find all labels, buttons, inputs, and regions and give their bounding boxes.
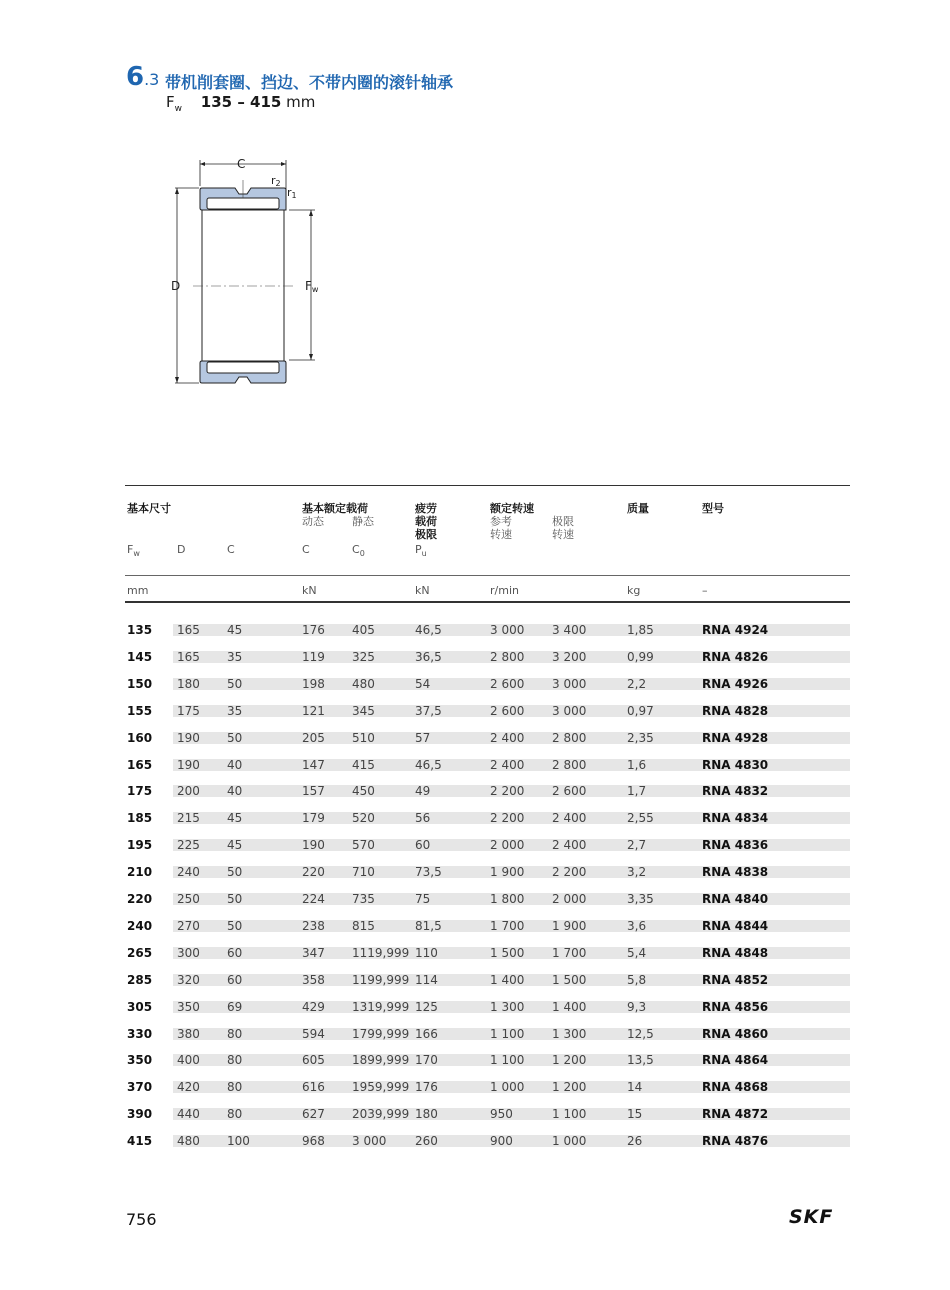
cell-fw: 305 — [127, 999, 153, 1014]
table-row — [125, 616, 850, 643]
cell-limiting-speed: 3 000 — [552, 676, 587, 691]
cell-c-dynamic: 198 — [302, 676, 325, 691]
cell-c: 80 — [227, 1053, 243, 1068]
table-row — [125, 751, 850, 778]
cell-c-dynamic: 205 — [302, 730, 325, 745]
cell-fw: 350 — [127, 1053, 153, 1068]
hdr-sym-cdyn: C — [302, 543, 310, 556]
hdr-sym-c: C — [227, 543, 235, 556]
cell-reference-speed: 2 400 — [490, 730, 525, 745]
cell-limiting-speed: 1 300 — [552, 1026, 587, 1041]
cell-d: 250 — [177, 892, 200, 906]
cell-c-dynamic: 157 — [302, 784, 325, 799]
cell-fw: 175 — [127, 784, 153, 799]
cell-reference-speed: 2 000 — [490, 838, 525, 853]
cell-c0-static: 345 — [352, 703, 375, 718]
table-row — [125, 912, 850, 939]
cell-pu: 46,5 — [415, 757, 442, 772]
cell-mass: 0,97 — [627, 703, 654, 718]
cell-designation: RNA 4864 — [702, 1053, 769, 1068]
cell-fw: 220 — [127, 892, 153, 906]
svg-text:Fw: Fw — [305, 279, 319, 294]
cell-c-dynamic: 605 — [302, 1053, 325, 1068]
cell-designation: RNA 4830 — [702, 757, 769, 772]
cell-limiting-speed: 2 600 — [552, 784, 587, 799]
hdr-principal-dimensions: 基本尺寸 — [127, 502, 171, 515]
cell-c0-static: 450 — [352, 784, 375, 799]
cell-designation: RNA 4840 — [702, 892, 769, 906]
cell-pu: 56 — [415, 811, 431, 826]
cell-d: 190 — [177, 730, 200, 745]
cell-c: 50 — [227, 918, 243, 933]
cell-c0-static: 1959,999 — [352, 1080, 410, 1095]
hdr-fatigue-3: 极限 — [415, 528, 437, 541]
cell-c-dynamic: 121 — [302, 703, 325, 718]
subtitle-unit: mm — [286, 93, 316, 111]
cell-mass: 5,8 — [627, 972, 647, 987]
cell-designation: RNA 4856 — [702, 999, 769, 1014]
cell-c: 50 — [227, 865, 243, 880]
cell-pu: 49 — [415, 784, 431, 799]
hdr-reference-2: 转速 — [490, 528, 512, 541]
cell-limiting-speed: 1 200 — [552, 1053, 587, 1068]
hdr-sym-fw: $F_w$ — [127, 543, 140, 559]
cell-limiting-speed: 1 200 — [552, 1080, 587, 1095]
table-row — [125, 724, 850, 751]
cell-mass: 3,2 — [627, 865, 647, 880]
cell-pu: 166 — [415, 1026, 438, 1041]
cell-c0-static: 2039,999 — [352, 1107, 410, 1122]
cell-c-dynamic: 616 — [302, 1080, 325, 1095]
cell-c-dynamic: 179 — [302, 811, 325, 826]
table-unit-rule — [125, 601, 850, 603]
cell-d: 320 — [177, 972, 200, 987]
hdr-fatigue-1: 疲劳 — [415, 502, 437, 515]
cell-c-dynamic: 627 — [302, 1107, 325, 1122]
cell-fw: 165 — [127, 757, 153, 772]
cell-mass: 9,3 — [627, 999, 647, 1014]
table-row — [125, 1100, 850, 1127]
cell-mass: 5,4 — [627, 945, 647, 960]
cell-d: 480 — [177, 1134, 200, 1149]
page-number: 756 — [126, 1210, 157, 1229]
table-row — [125, 777, 850, 804]
cell-fw: 415 — [127, 1134, 153, 1149]
svg-text:SKF: SKF — [789, 1208, 834, 1226]
cell-d: 420 — [177, 1080, 200, 1095]
table-row — [125, 670, 850, 697]
cell-limiting-speed: 1 100 — [552, 1107, 587, 1122]
cell-designation: RNA 4826 — [702, 649, 769, 664]
cell-c0-static: 1119,999 — [352, 945, 410, 960]
cell-pu: 36,5 — [415, 649, 442, 664]
table-row — [125, 643, 850, 670]
table-row — [125, 1127, 850, 1154]
cell-c0-static: 570 — [352, 838, 375, 853]
cell-designation: RNA 4852 — [702, 972, 769, 987]
cell-pu: 81,5 — [415, 918, 442, 933]
cell-c: 100 — [227, 1134, 250, 1149]
cell-reference-speed: 1 100 — [490, 1053, 525, 1068]
cell-c0-static: 735 — [352, 892, 375, 906]
cell-mass: 2,55 — [627, 811, 654, 826]
table-row — [125, 858, 850, 885]
cell-fw: 145 — [127, 649, 153, 664]
cell-d: 440 — [177, 1107, 200, 1122]
unit-kn-load: kN — [302, 584, 317, 597]
cell-limiting-speed: 1 000 — [552, 1134, 587, 1149]
cell-pu: 176 — [415, 1080, 438, 1095]
cell-c0-static: 510 — [352, 730, 375, 745]
subtitle-range: 135 – 415 — [200, 93, 282, 111]
hdr-basic-load-ratings: 基本额定载荷 — [302, 502, 368, 515]
cell-c0-static: 3 000 — [352, 1134, 387, 1149]
cell-pu: 57 — [415, 730, 431, 745]
cell-designation: RNA 4838 — [702, 865, 769, 880]
cell-mass: 14 — [627, 1080, 643, 1095]
cell-reference-speed: 3 000 — [490, 623, 525, 637]
table-row — [125, 804, 850, 831]
cell-c: 50 — [227, 892, 243, 906]
cell-limiting-speed: 2 200 — [552, 865, 587, 880]
cell-c: 80 — [227, 1107, 243, 1122]
table-row — [125, 831, 850, 858]
cell-mass: 1,85 — [627, 623, 654, 637]
table-row — [125, 993, 850, 1020]
cell-c-dynamic: 220 — [302, 865, 325, 880]
cell-c-dynamic: 594 — [302, 1026, 325, 1041]
cell-mass: 26 — [627, 1134, 643, 1149]
cell-fw: 155 — [127, 703, 153, 718]
cell-mass: 13,5 — [627, 1053, 654, 1068]
cell-reference-speed: 1 700 — [490, 918, 525, 933]
cell-fw: 330 — [127, 1026, 153, 1041]
cell-mass: 1,6 — [627, 757, 647, 772]
cell-c: 35 — [227, 703, 243, 718]
cell-c-dynamic: 347 — [302, 945, 325, 960]
cell-reference-speed: 1 300 — [490, 999, 525, 1014]
cell-pu: 46,5 — [415, 623, 442, 637]
hdr-designation: 型号 — [702, 502, 724, 515]
cell-c: 60 — [227, 945, 243, 960]
cell-reference-speed: 1 400 — [490, 972, 525, 987]
label-d: D — [171, 279, 181, 293]
cell-d: 240 — [177, 865, 200, 880]
cell-designation: RNA 4834 — [702, 811, 769, 826]
svg-text:r2: r2 — [271, 174, 281, 188]
cell-c0-static: 1899,999 — [352, 1053, 410, 1068]
cell-mass: 2,35 — [627, 730, 654, 745]
cell-c0-static: 815 — [352, 918, 375, 933]
cell-mass: 2,7 — [627, 838, 647, 853]
table-mid-rule — [125, 575, 850, 576]
section-title: 带机削套圈、挡边、不带内圈的滚针轴承 — [165, 73, 454, 92]
cell-limiting-speed: 1 500 — [552, 972, 587, 987]
table-row — [125, 1046, 850, 1073]
section-number: 6.3 — [126, 62, 160, 92]
cell-fw: 285 — [127, 972, 153, 987]
cell-c-dynamic: 119 — [302, 649, 325, 664]
table-row — [125, 697, 850, 724]
cell-designation: RNA 4844 — [702, 918, 769, 933]
cell-reference-speed: 2 800 — [490, 649, 525, 664]
cell-mass: 15 — [627, 1107, 643, 1122]
cell-limiting-speed: 3 000 — [552, 703, 587, 718]
cell-designation: RNA 4876 — [702, 1134, 769, 1149]
cell-c: 40 — [227, 784, 243, 799]
svg-text:r1: r1 — [287, 186, 297, 200]
cell-c: 40 — [227, 757, 243, 772]
cell-d: 270 — [177, 918, 200, 933]
cell-d: 400 — [177, 1053, 200, 1068]
cell-fw: 265 — [127, 945, 153, 960]
cell-pu: 60 — [415, 838, 431, 853]
cell-c-dynamic: 176 — [302, 623, 325, 637]
cell-d: 200 — [177, 784, 200, 799]
cell-d: 165 — [177, 623, 200, 637]
cell-c-dynamic: 238 — [302, 918, 325, 933]
unit-kg: kg — [627, 584, 641, 597]
cell-designation: RNA 4926 — [702, 676, 769, 691]
cell-limiting-speed: 2 800 — [552, 757, 587, 772]
cell-reference-speed: 2 200 — [490, 811, 525, 826]
cell-d: 190 — [177, 757, 200, 772]
cell-limiting-speed: 1 900 — [552, 918, 587, 933]
cell-limiting-speed: 2 800 — [552, 730, 587, 745]
skf-logo — [789, 1208, 851, 1230]
cell-mass: 12,5 — [627, 1026, 654, 1041]
cell-c: 35 — [227, 649, 243, 664]
bearing-drawing — [165, 150, 335, 390]
cell-c-dynamic: 429 — [302, 999, 325, 1014]
hdr-static: 静态 — [352, 515, 374, 528]
cell-c: 45 — [227, 838, 243, 853]
hdr-mass: 质量 — [627, 502, 649, 515]
hdr-reference-1: 参考 — [490, 515, 512, 528]
cell-mass: 1,7 — [627, 784, 647, 799]
cell-c: 50 — [227, 676, 243, 691]
cell-c: 80 — [227, 1026, 243, 1041]
cell-pu: 73,5 — [415, 865, 442, 880]
cell-designation: RNA 4928 — [702, 730, 769, 745]
cell-d: 380 — [177, 1026, 200, 1041]
cell-designation: RNA 4924 — [702, 623, 769, 637]
cell-pu: 114 — [415, 972, 438, 987]
cell-limiting-speed: 2 400 — [552, 811, 587, 826]
cell-fw: 185 — [127, 811, 153, 826]
cell-designation: RNA 4836 — [702, 838, 769, 853]
cell-designation: RNA 4872 — [702, 1107, 769, 1122]
table-row — [125, 1073, 850, 1100]
cell-designation: RNA 4868 — [702, 1080, 769, 1095]
cell-pu: 170 — [415, 1053, 438, 1068]
cell-pu: 180 — [415, 1107, 438, 1122]
cell-d: 165 — [177, 649, 200, 664]
cell-c: 69 — [227, 999, 243, 1014]
cell-limiting-speed: 2 400 — [552, 838, 587, 853]
cell-designation: RNA 4832 — [702, 784, 769, 799]
cell-reference-speed: 2 600 — [490, 703, 525, 718]
hdr-sym-d: D — [177, 543, 186, 556]
cell-c0-static: 1319,999 — [352, 999, 410, 1014]
table-row — [125, 939, 850, 966]
cell-d: 350 — [177, 999, 200, 1014]
cell-d: 225 — [177, 838, 200, 853]
cell-c0-static: 520 — [352, 811, 375, 826]
hdr-sym-pu: $P_u$ — [415, 543, 427, 559]
table-top-rule — [125, 485, 850, 486]
cell-c-dynamic: 190 — [302, 838, 325, 853]
cell-reference-speed: 2 600 — [490, 676, 525, 691]
table-row — [125, 1020, 850, 1047]
cell-reference-speed: 1 000 — [490, 1080, 525, 1095]
cell-reference-speed: 1 100 — [490, 1026, 525, 1041]
unit-dash: – — [702, 584, 708, 597]
hdr-limiting-2: 转速 — [552, 528, 574, 541]
cell-pu: 260 — [415, 1134, 438, 1149]
cell-fw: 390 — [127, 1107, 153, 1122]
hdr-sym-c0: $C_0$ — [352, 543, 365, 559]
subtitle — [166, 93, 315, 114]
cell-reference-speed: 1 900 — [490, 865, 525, 880]
cell-mass: 0,99 — [627, 649, 654, 664]
table-row — [125, 885, 850, 912]
cell-limiting-speed: 2 000 — [552, 892, 587, 906]
cell-c0-static: 1199,999 — [352, 972, 410, 987]
hdr-fatigue-2: 载荷 — [415, 515, 437, 528]
cell-c: 50 — [227, 730, 243, 745]
cell-designation: RNA 4860 — [702, 1026, 769, 1041]
hdr-dynamic: 动态 — [302, 515, 324, 528]
subtitle-symbol: $F_w$ — [166, 93, 183, 114]
cell-reference-speed: 1 500 — [490, 945, 525, 960]
cell-designation: RNA 4848 — [702, 945, 769, 960]
cell-c: 80 — [227, 1080, 243, 1095]
cell-fw: 240 — [127, 918, 153, 933]
label-c: C — [237, 157, 246, 171]
cell-limiting-speed: 1 400 — [552, 999, 587, 1014]
cell-pu: 125 — [415, 999, 438, 1014]
table-row — [125, 966, 850, 993]
cell-fw: 370 — [127, 1080, 153, 1095]
cell-pu: 75 — [415, 892, 431, 906]
cell-c0-static: 325 — [352, 649, 375, 664]
cell-fw: 195 — [127, 838, 153, 853]
cell-fw: 135 — [127, 623, 153, 637]
cell-reference-speed: 2 400 — [490, 757, 525, 772]
cell-designation: RNA 4828 — [702, 703, 769, 718]
cell-c-dynamic: 147 — [302, 757, 325, 772]
cell-d: 215 — [177, 811, 200, 826]
cell-reference-speed: 900 — [490, 1134, 513, 1149]
cell-fw: 160 — [127, 730, 153, 745]
unit-kn-fatigue: kN — [415, 584, 430, 597]
cell-c0-static: 480 — [352, 676, 375, 691]
cell-pu: 110 — [415, 945, 438, 960]
cell-pu: 54 — [415, 676, 431, 691]
cell-d: 300 — [177, 945, 200, 960]
cell-reference-speed: 1 800 — [490, 892, 525, 906]
cell-c0-static: 405 — [352, 623, 375, 637]
unit-mm: mm — [127, 584, 149, 597]
cell-fw: 150 — [127, 676, 153, 691]
cell-c-dynamic: 968 — [302, 1134, 325, 1149]
cell-c: 60 — [227, 972, 243, 987]
cell-c0-static: 415 — [352, 757, 375, 772]
cell-fw: 210 — [127, 865, 153, 880]
cell-limiting-speed: 3 200 — [552, 649, 587, 664]
cell-pu: 37,5 — [415, 703, 442, 718]
cell-limiting-speed: 1 700 — [552, 945, 587, 960]
cell-c: 45 — [227, 811, 243, 826]
cell-c0-static: 710 — [352, 865, 375, 880]
hdr-limiting-1: 极限 — [552, 515, 574, 528]
cell-c-dynamic: 358 — [302, 972, 325, 987]
cell-c-dynamic: 224 — [302, 892, 325, 906]
unit-rmin: r/min — [490, 584, 519, 597]
cell-mass: 2,2 — [627, 676, 647, 691]
cell-limiting-speed: 3 400 — [552, 623, 587, 637]
cell-d: 175 — [177, 703, 200, 718]
cell-mass: 3,6 — [627, 918, 647, 933]
cell-c: 45 — [227, 623, 243, 637]
cell-d: 180 — [177, 676, 200, 691]
cell-mass: 3,35 — [627, 892, 654, 906]
cell-reference-speed: 2 200 — [490, 784, 525, 799]
hdr-speed-ratings: 额定转速 — [490, 502, 534, 515]
cell-reference-speed: 950 — [490, 1107, 513, 1122]
cell-c0-static: 1799,999 — [352, 1026, 410, 1041]
